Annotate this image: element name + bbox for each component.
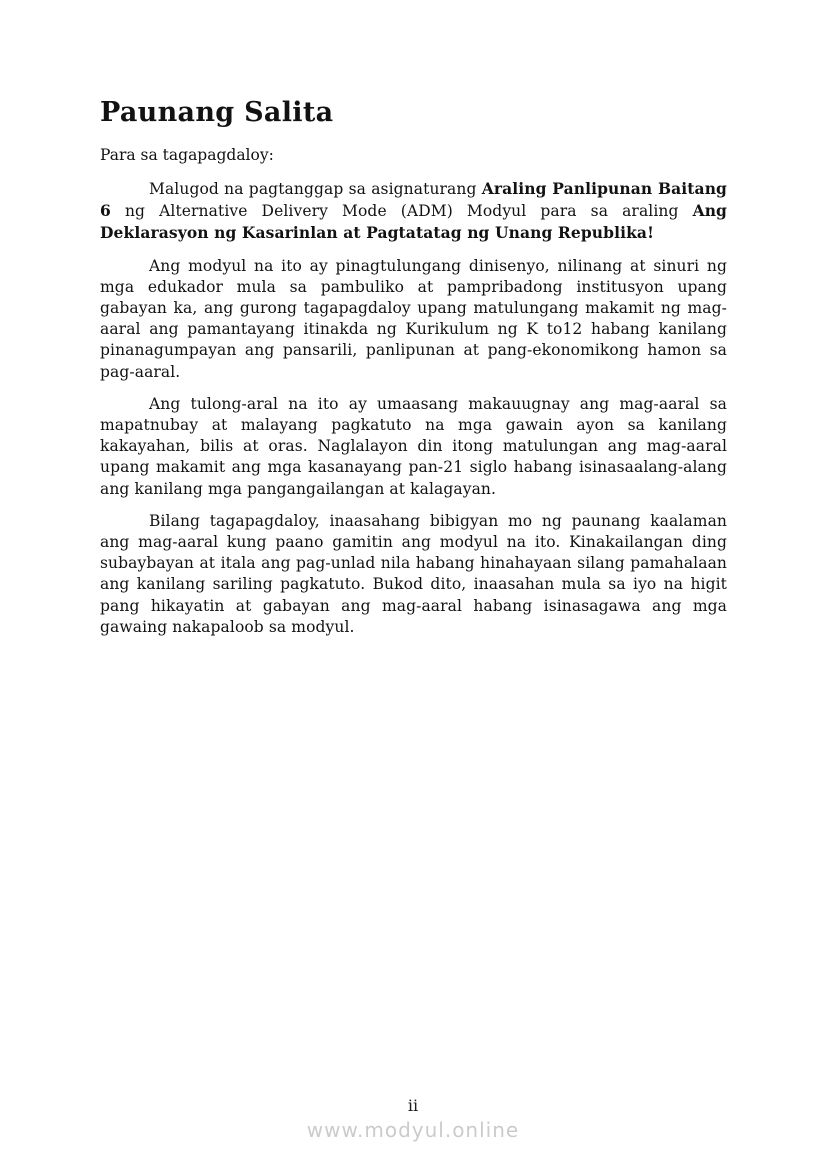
watermark-url: www.modyul.online [306,1118,520,1142]
page-content [100,96,727,649]
paragraph-welcome-text-1: Malugod na pagtanggap sa asignaturang [149,180,482,198]
salutation-line: Para sa tagapagdaloy: [100,146,274,164]
paragraph-learning-aid: Ang tulong-aral na ito ay umaasang makauugnay ang mag-aaral sa mapatnubay at malayang pagkatuto na mga gawain ayon sa kanilang kakayahan, bilis at oras. Naglalayon din itong matulungan ang mag-aaral upang makamit ang mga kasanayang pan-21 siglo habang isinasaalang-alang ang kanilang mga pangangailangan at kalagayan. [100,394,727,498]
page-number: ii [407,1096,419,1115]
subject-title-bold: Araling Panlipunan Baitang 6 [100,179,727,221]
lesson-title-bold: Ang Deklarasyon ng Kasarinlan at Pagtatatag ng Unang Republika! [100,201,727,243]
page-title: Paunang Salita [100,97,334,128]
paragraph-module-design: Ang modyul na ito ay pinagtulungang dinisenyo, nilinang at sinuri ng mga edukador mula sa pambuliko at pampribadong institusyon upang gabayan ka, ang gurong tagapagdaloy upang matulungang makamit ng mag-aaral ang pamantayang itinakda ng Kurikulum ng K to12 habang kanilang pinanagumpayan ang pansarili, panlipunan at pang-ekonomikong hamon sa pag-aaral. [100,256,727,381]
paragraph-facilitator-role: Bilang tagapagdaloy, inaasahang bibigyan mo ng paunang kaalaman ang mag-aaral kung paano gamitin ang modyul na ito. Kinakailangan ding subaybayan at itala ang pag-unlad nila habang hinahayaan silang pamahalaan ang kanilang sariling pagkatuto. Bukod dito, inaasahan mula sa iyo na higit pang hikayatin at gabayan ang mag-aaral habang isinasagawa ang mga gawaing nakapaloob sa modyul. [100,511,727,636]
paragraph-welcome-text-2: ng Alternative Delivery Mode (ADM) Modyul para sa araling [110,202,693,221]
paragraph-welcome [100,178,727,245]
